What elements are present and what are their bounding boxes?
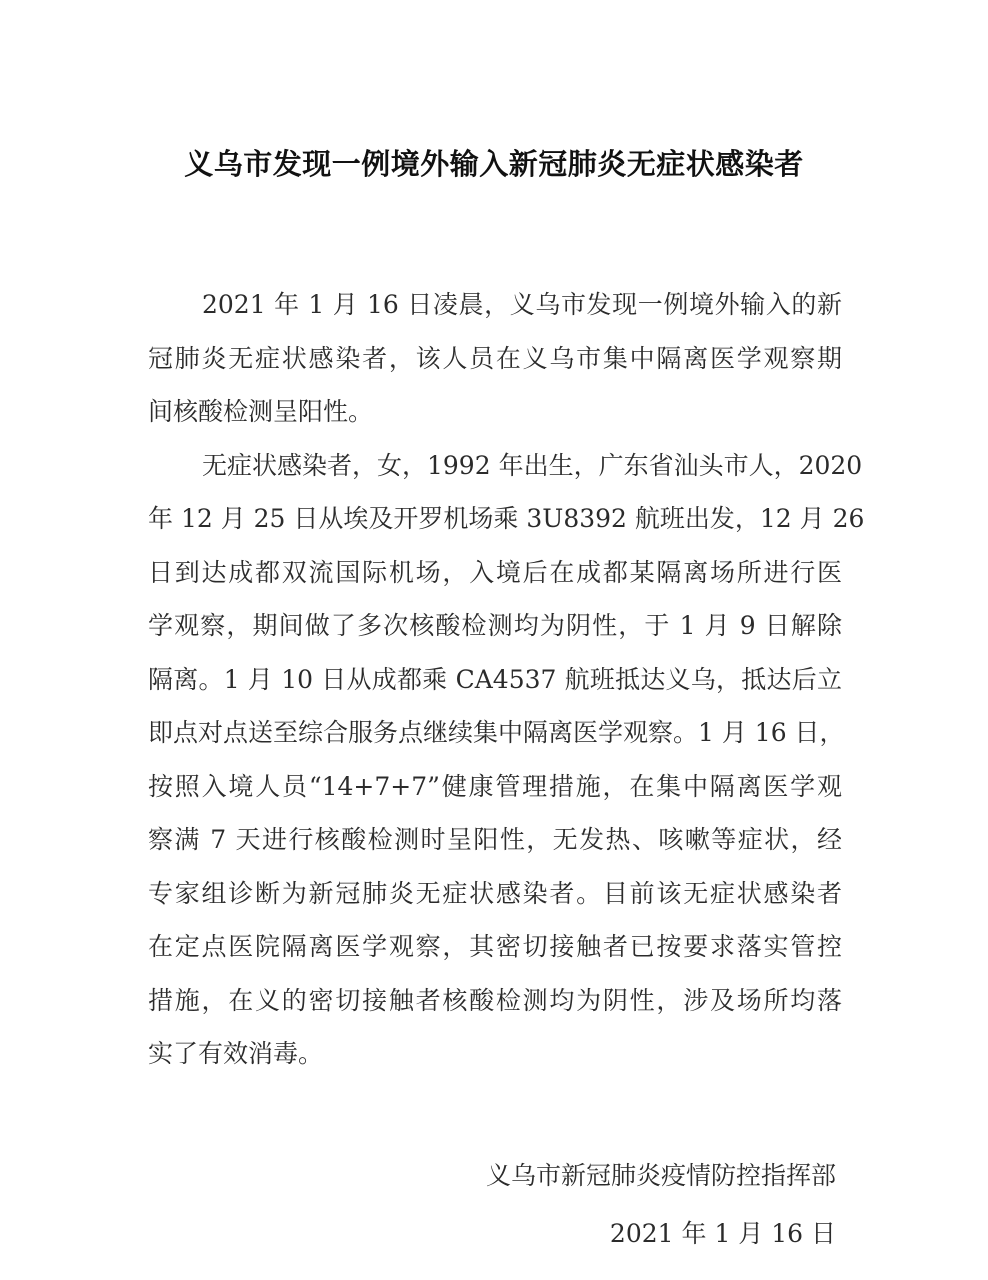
paragraph-line: 无症状感染者，女，1992 年出生，广东省汕头市人，2020	[202, 450, 863, 480]
document-title: 义乌市发现一例境外输入新冠肺炎无症状感染者	[184, 147, 804, 181]
paragraph-line: 年 12 月 25 日从埃及开罗机场乘 3U8392 航班出发，12 月 26	[148, 504, 865, 533]
signature-block	[486, 1147, 836, 1263]
paragraph-1	[148, 278, 842, 439]
signature-organization: 义乌市新冠肺炎疫情防控指挥部	[485, 1161, 836, 1190]
paragraph-line: 学观察，期间做了多次核酸检测均为阴性，于 1 月 9 日解除	[148, 611, 842, 640]
paragraph-line: 冠肺炎无症状感染者，该人员在义乌市集中隔离医学观察期	[148, 343, 842, 373]
paragraph-line: 按照入境人员“14+7+7”健康管理措施，在集中隔离医学观	[148, 771, 842, 801]
signature-date: 2021 年 1 月 16 日	[609, 1219, 836, 1248]
paragraph-line: 日到达成都双流国际机场，入境后在成都某隔离场所进行医	[148, 557, 842, 587]
paragraph-line: 在定点医院隔离医学观察，其密切接触者已按要求落实管控	[148, 932, 842, 961]
paragraph-line: 专家组诊断为新冠肺炎无症状感染者。目前该无症状感染者	[148, 878, 842, 908]
paragraph-line: 即点对点送至综合服务点继续集中隔离医学观察。1 月 16 日，	[148, 718, 845, 747]
paragraph-2	[148, 439, 865, 1081]
paragraph-line: 措施，在义的密切接触者核酸检测均为阴性，涉及场所均落	[148, 985, 842, 1015]
paragraph-line: 2021 年 1 月 16 日凌晨，义乌市发现一例境外输入的新	[202, 290, 842, 319]
document-body	[148, 278, 865, 1081]
paragraph-line: 察满 7 天进行核酸检测时呈阳性，无发热、咳嗽等症状，经	[148, 825, 842, 854]
paragraph-line: 隔离。1 月 10 日从成都乘 CA4537 航班抵达义乌，抵达后立	[148, 664, 842, 694]
paragraph-line: 间核酸检测呈阳性。	[148, 397, 374, 426]
paragraph-line: 实了有效消毒。	[148, 1039, 324, 1068]
